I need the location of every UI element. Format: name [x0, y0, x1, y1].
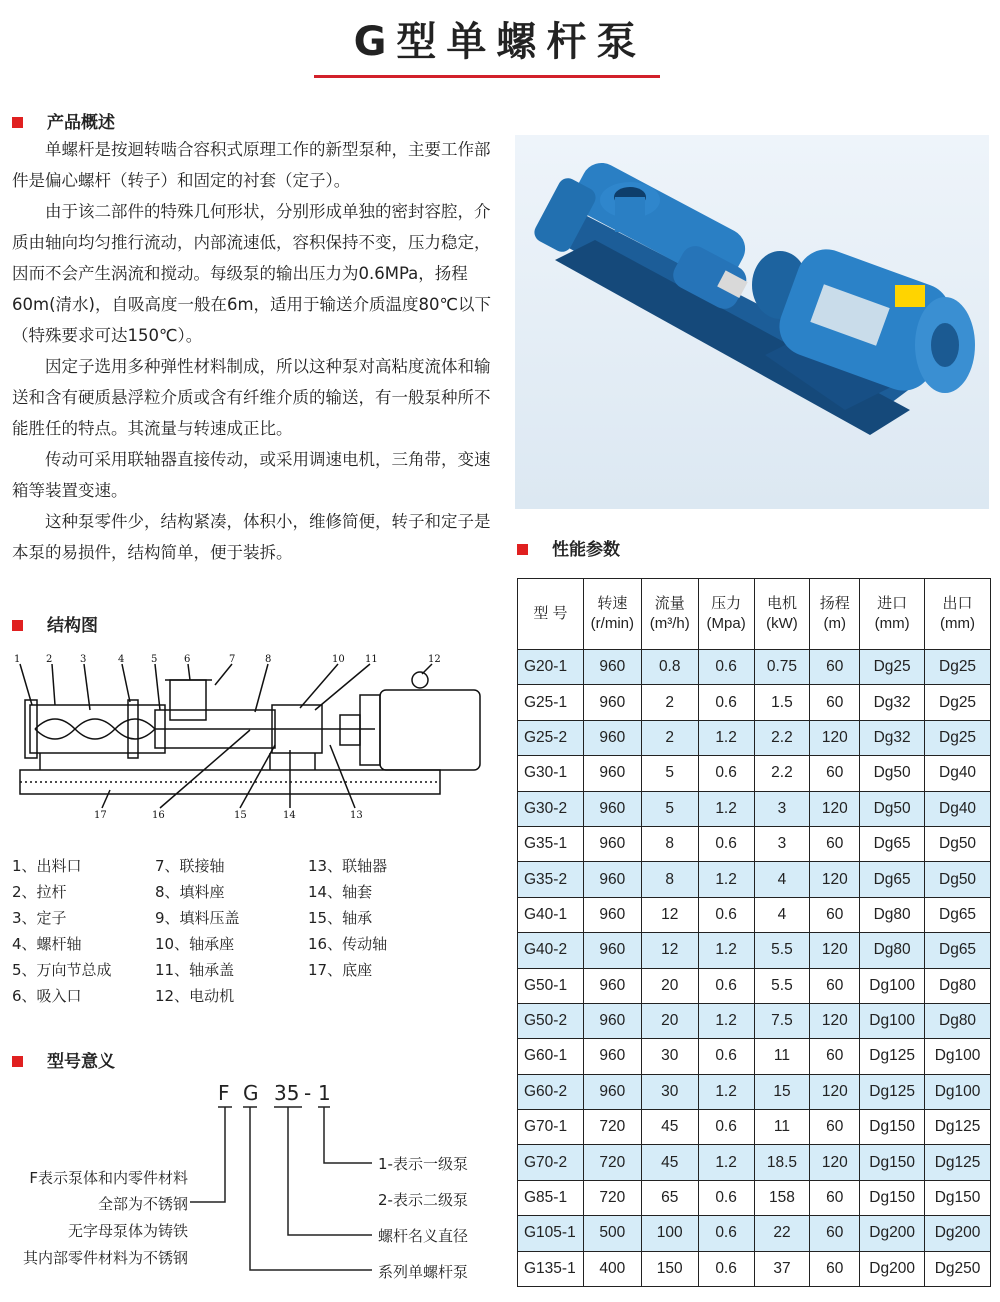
column-header: 压力 (Mpa) — [698, 579, 754, 650]
overview-paragraph: 单螺杆是按迴转啮合容积式原理工作的新型泵种，主要工作部件是偏心螺杆（转子）和固定的衬套（定子）。 — [12, 140, 491, 190]
table-cell: 5.5 — [754, 933, 810, 968]
table-cell: 3 — [754, 826, 810, 861]
table-cell: 960 — [583, 1039, 641, 1074]
table-cell: G25-1 — [518, 685, 584, 720]
table-cell: Dg65 — [925, 933, 991, 968]
model-code-size: 35 — [274, 1081, 300, 1105]
table-header-row — [518, 579, 991, 650]
column-header: 进口 (mm) — [860, 579, 925, 650]
section-structure-heading — [12, 611, 98, 636]
title-underline — [314, 75, 660, 78]
column-header: 出口 (mm) — [925, 579, 991, 650]
section-performance-label: 性能参数 — [552, 540, 620, 560]
table-cell: 60 — [810, 826, 860, 861]
table-row — [518, 1180, 991, 1215]
table-cell: 20 — [641, 1003, 698, 1038]
table-row — [518, 1074, 991, 1109]
table-row — [518, 826, 991, 861]
table-cell: 60 — [810, 1039, 860, 1074]
table-cell: 4 — [754, 862, 810, 897]
table-cell: 960 — [583, 791, 641, 826]
diagram-number: 4 — [118, 654, 125, 665]
section-performance-heading — [517, 535, 620, 560]
table-cell: Dg50 — [860, 756, 925, 791]
table-cell: Dg200 — [860, 1251, 925, 1286]
model-label-f-line: 无字母泵体为铸铁 — [67, 1222, 188, 1240]
diagram-number: 10 — [332, 654, 345, 665]
model-label-f-line: F表示泵体和内零件材料 — [29, 1169, 188, 1187]
table-cell: 60 — [810, 1251, 860, 1286]
table-cell: 8 — [641, 862, 698, 897]
table-cell: 1.2 — [698, 862, 754, 897]
diagram-number: 14 — [283, 810, 296, 821]
diagram-number: 2 — [46, 654, 53, 665]
diagram-number: 5 — [151, 654, 158, 665]
table-cell: 120 — [810, 1074, 860, 1109]
table-cell: G30-1 — [518, 756, 584, 791]
table-cell: 0.8 — [641, 650, 698, 685]
table-row — [518, 650, 991, 685]
table-cell: 30 — [641, 1074, 698, 1109]
table-cell: 100 — [641, 1216, 698, 1251]
table-cell: 60 — [810, 685, 860, 720]
table-cell: Dg125 — [925, 1145, 991, 1180]
table-row — [518, 1251, 991, 1286]
table-cell: 120 — [810, 1145, 860, 1180]
part-item: 2、拉杆 — [12, 883, 67, 901]
table-cell: Dg50 — [925, 862, 991, 897]
parts-column — [12, 855, 112, 1011]
table-cell: G40-1 — [518, 897, 584, 932]
table-cell: 1.2 — [698, 791, 754, 826]
table-cell: 960 — [583, 862, 641, 897]
table-row — [518, 1145, 991, 1180]
model-label-stage2: 2-表示二级泵 — [378, 1191, 468, 1209]
table-row — [518, 1003, 991, 1038]
table-cell: Dg100 — [860, 968, 925, 1003]
table-cell: G85-1 — [518, 1180, 584, 1215]
table-cell: 1.2 — [698, 933, 754, 968]
table-cell: Dg80 — [925, 968, 991, 1003]
overview-paragraph: 传动可采用联轴器直接传动，或采用调速电机，三角带，变速箱等装置变速。 — [12, 450, 491, 500]
table-cell: Dg40 — [925, 756, 991, 791]
column-header: 扬程 (m) — [810, 579, 860, 650]
table-cell: Dg80 — [925, 1003, 991, 1038]
part-item: 14、轴套 — [308, 883, 373, 901]
table-cell: 60 — [810, 1180, 860, 1215]
column-header: 转速 (r/min) — [583, 579, 641, 650]
table-cell: 960 — [583, 1074, 641, 1109]
model-code-stage: 1 — [318, 1081, 331, 1105]
column-header: 流量 (m³/h) — [641, 579, 698, 650]
diagram-number: 1 — [14, 654, 21, 665]
table-cell: 45 — [641, 1110, 698, 1145]
diagram-number: 16 — [152, 810, 165, 821]
table-cell: 8 — [641, 826, 698, 861]
table-cell: G135-1 — [518, 1251, 584, 1286]
bullet-square-icon — [517, 544, 528, 555]
part-item: 15、轴承 — [308, 909, 373, 927]
table-cell: 11 — [754, 1110, 810, 1145]
table-cell: Dg250 — [925, 1251, 991, 1286]
part-item: 12、电动机 — [155, 987, 235, 1005]
model-code-dash: - — [304, 1081, 312, 1105]
table-cell: 12 — [641, 933, 698, 968]
table-cell: G50-1 — [518, 968, 584, 1003]
table-cell: 5 — [641, 756, 698, 791]
table-cell: 960 — [583, 897, 641, 932]
part-item: 16、传动轴 — [308, 935, 388, 953]
part-item: 9、填料压盖 — [155, 909, 240, 927]
pump-photo — [515, 135, 989, 509]
diagram-number: 7 — [229, 654, 236, 665]
part-item: 13、联轴器 — [308, 857, 388, 875]
table-cell: 1.2 — [698, 720, 754, 755]
table-cell: 960 — [583, 720, 641, 755]
table-cell: 120 — [810, 1003, 860, 1038]
table-cell: 0.6 — [698, 1110, 754, 1145]
table-cell: 720 — [583, 1180, 641, 1215]
table-cell: 960 — [583, 1003, 641, 1038]
table-cell: 720 — [583, 1145, 641, 1180]
table-cell: Dg32 — [860, 720, 925, 755]
model-label-f-line: 全部为不锈钢 — [97, 1195, 188, 1213]
table-cell: Dg125 — [860, 1039, 925, 1074]
table-cell: 960 — [583, 826, 641, 861]
table-row — [518, 756, 991, 791]
table-cell: 20 — [641, 968, 698, 1003]
bullet-square-icon — [12, 620, 23, 631]
table-row — [518, 933, 991, 968]
table-cell: 60 — [810, 1110, 860, 1145]
table-cell: 18.5 — [754, 1145, 810, 1180]
diagram-number: 12 — [428, 654, 441, 665]
column-header: 电机 (kW) — [754, 579, 810, 650]
diagram-number: 8 — [265, 654, 272, 665]
table-cell: Dg150 — [860, 1180, 925, 1215]
model-label-series: 系列单螺杆泵 — [378, 1263, 469, 1281]
table-cell: G105-1 — [518, 1216, 584, 1251]
table-cell: 0.6 — [698, 1216, 754, 1251]
table-cell: Dg25 — [925, 720, 991, 755]
table-cell: 960 — [583, 756, 641, 791]
table-cell: Dg80 — [860, 897, 925, 932]
section-structure-label: 结构图 — [47, 616, 98, 636]
table-cell: 60 — [810, 968, 860, 1003]
table-cell: Dg200 — [925, 1216, 991, 1251]
model-code-f: F — [218, 1081, 230, 1105]
table-body — [518, 650, 991, 1287]
table-cell: G25-2 — [518, 720, 584, 755]
column-header: 型 号 — [518, 579, 584, 650]
table-cell: Dg25 — [860, 650, 925, 685]
table-row — [518, 1216, 991, 1251]
table-cell: G35-2 — [518, 862, 584, 897]
parts-column — [308, 855, 387, 985]
part-item: 11、轴承盖 — [155, 961, 235, 979]
table-cell: 0.6 — [698, 650, 754, 685]
table-cell: Dg65 — [860, 862, 925, 897]
table-cell: 5 — [641, 791, 698, 826]
table-cell: 15 — [754, 1074, 810, 1109]
table-cell: 960 — [583, 968, 641, 1003]
bullet-square-icon — [12, 1056, 23, 1067]
table-cell: 0.6 — [698, 968, 754, 1003]
table-cell: G60-2 — [518, 1074, 584, 1109]
diagram-number: 3 — [80, 654, 87, 665]
table-cell: 500 — [583, 1216, 641, 1251]
table-cell: 960 — [583, 933, 641, 968]
table-cell: 1.2 — [698, 1003, 754, 1038]
bullet-square-icon — [12, 117, 23, 128]
table-cell: G70-1 — [518, 1110, 584, 1145]
table-row — [518, 1110, 991, 1145]
table-cell: Dg65 — [860, 826, 925, 861]
table-cell: G40-2 — [518, 933, 584, 968]
parts-column — [155, 855, 240, 1011]
part-item: 17、底座 — [308, 961, 373, 979]
model-label-size: 螺杆名义直径 — [378, 1227, 469, 1245]
model-code-g: G — [243, 1081, 259, 1105]
structure-diagram — [10, 650, 490, 830]
part-item: 6、吸入口 — [12, 987, 82, 1005]
performance-table — [517, 578, 991, 1287]
table-cell: 120 — [810, 862, 860, 897]
table-cell: 12 — [641, 897, 698, 932]
table-cell: 45 — [641, 1145, 698, 1180]
table-cell: 120 — [810, 720, 860, 755]
diagram-number: 15 — [234, 810, 247, 821]
table-cell: 1.2 — [698, 1074, 754, 1109]
table-cell: 0.6 — [698, 1180, 754, 1215]
table-cell: Dg150 — [860, 1110, 925, 1145]
table-row — [518, 862, 991, 897]
table-cell: 2 — [641, 720, 698, 755]
part-item: 4、螺杆轴 — [12, 935, 82, 953]
table-cell: 4 — [754, 897, 810, 932]
diagram-number: 17 — [94, 810, 107, 821]
section-overview-heading — [12, 108, 115, 133]
part-item: 5、万向节总成 — [12, 961, 112, 979]
table-cell: 120 — [810, 933, 860, 968]
table-cell: Dg100 — [860, 1003, 925, 1038]
table-cell: 1.5 — [754, 685, 810, 720]
table-cell: 60 — [810, 897, 860, 932]
table-cell: 120 — [810, 791, 860, 826]
table-cell: 2.2 — [754, 720, 810, 755]
table-cell: 60 — [810, 650, 860, 685]
table-cell: Dg100 — [925, 1039, 991, 1074]
table-row — [518, 897, 991, 932]
table-cell: 60 — [810, 756, 860, 791]
overview-paragraph: 由于该二部件的特殊几何形状，分别形成单独的密封容腔，介质由轴向均匀推行流动，内部流速低，容积保持不变，压力稳定，因而不会产生涡流和搅动。每级泵的输出压力为0.6MPa，扬程60m(清水)，自吸高度一般在6m，适用于输送介质温度80℃以下（特殊要求可达150℃）。 — [12, 202, 492, 345]
table-cell: 37 — [754, 1251, 810, 1286]
table-cell: Dg150 — [925, 1180, 991, 1215]
table-cell: G20-1 — [518, 650, 584, 685]
table-cell: G35-1 — [518, 826, 584, 861]
table-row — [518, 1039, 991, 1074]
table-cell: 0.6 — [698, 685, 754, 720]
table-cell: 1.2 — [698, 1145, 754, 1180]
table-cell: Dg65 — [925, 897, 991, 932]
table-cell: 0.6 — [698, 1039, 754, 1074]
part-item: 8、填料座 — [155, 883, 225, 901]
table-cell: Dg80 — [860, 933, 925, 968]
model-label-stage1: 1-表示一级泵 — [378, 1155, 468, 1173]
table-cell: G70-2 — [518, 1145, 584, 1180]
table-cell: 400 — [583, 1251, 641, 1286]
table-cell: 0.6 — [698, 756, 754, 791]
overview-paragraph: 这种泵零件少，结构紧凑，体积小，维修简便，转子和定子是本泵的易损件，结构简单，便于装拆。 — [12, 512, 491, 562]
table-cell: 0.6 — [698, 826, 754, 861]
table-row — [518, 791, 991, 826]
table-cell: G60-1 — [518, 1039, 584, 1074]
table-row — [518, 968, 991, 1003]
table-cell: 2.2 — [754, 756, 810, 791]
table-cell: Dg50 — [925, 826, 991, 861]
table-cell: 0.6 — [698, 1251, 754, 1286]
table-cell: 0.75 — [754, 650, 810, 685]
model-meaning-diagram — [0, 1075, 500, 1295]
overview-paragraph: 因定子选用多种弹性材料制成，所以这种泵对高粘度流体和输送和含有硬质悬浮粒介质或含有纤维介质的输送，有一般泵种所不能胜任的特点。其流量与转速成正比。 — [12, 357, 491, 438]
part-item: 7、联接轴 — [155, 857, 225, 875]
table-cell: Dg50 — [860, 791, 925, 826]
table-cell: 5.5 — [754, 968, 810, 1003]
table-cell: 158 — [754, 1180, 810, 1215]
table-cell: Dg200 — [860, 1216, 925, 1251]
part-item: 1、出料口 — [12, 857, 82, 875]
table-cell: 60 — [810, 1216, 860, 1251]
section-model-label: 型号意义 — [47, 1052, 115, 1072]
table-cell: 960 — [583, 685, 641, 720]
table-cell: Dg125 — [860, 1074, 925, 1109]
table-cell: 11 — [754, 1039, 810, 1074]
page-title: G型单螺杆泵 — [353, 19, 647, 65]
table-cell: 720 — [583, 1110, 641, 1145]
table-cell: 2 — [641, 685, 698, 720]
table-cell: Dg125 — [925, 1110, 991, 1145]
section-overview-label: 产品概述 — [47, 113, 115, 133]
table-cell: 3 — [754, 791, 810, 826]
part-item: 10、轴承座 — [155, 935, 235, 953]
table-cell: 22 — [754, 1216, 810, 1251]
diagram-number: 11 — [365, 654, 378, 665]
overview-text — [12, 134, 498, 568]
diagram-number: 13 — [350, 810, 363, 821]
table-row — [518, 720, 991, 755]
table-cell: 65 — [641, 1180, 698, 1215]
table-cell: Dg40 — [925, 791, 991, 826]
table-cell: Dg32 — [860, 685, 925, 720]
table-cell: 150 — [641, 1251, 698, 1286]
table-cell: G30-2 — [518, 791, 584, 826]
table-cell: G50-2 — [518, 1003, 584, 1038]
table-cell: 30 — [641, 1039, 698, 1074]
table-cell: Dg100 — [925, 1074, 991, 1109]
table-row — [518, 685, 991, 720]
table-cell: 0.6 — [698, 897, 754, 932]
table-cell: Dg150 — [860, 1145, 925, 1180]
model-label-f-line: 其内部零件材料为不锈钢 — [22, 1249, 188, 1267]
table-cell: 7.5 — [754, 1003, 810, 1038]
diagram-number: 6 — [184, 654, 191, 665]
pump-illustration — [515, 135, 989, 509]
table-cell: Dg25 — [925, 685, 991, 720]
table-cell: Dg25 — [925, 650, 991, 685]
table-cell: 960 — [583, 650, 641, 685]
part-item: 3、定子 — [12, 909, 67, 927]
section-model-heading — [12, 1047, 115, 1072]
